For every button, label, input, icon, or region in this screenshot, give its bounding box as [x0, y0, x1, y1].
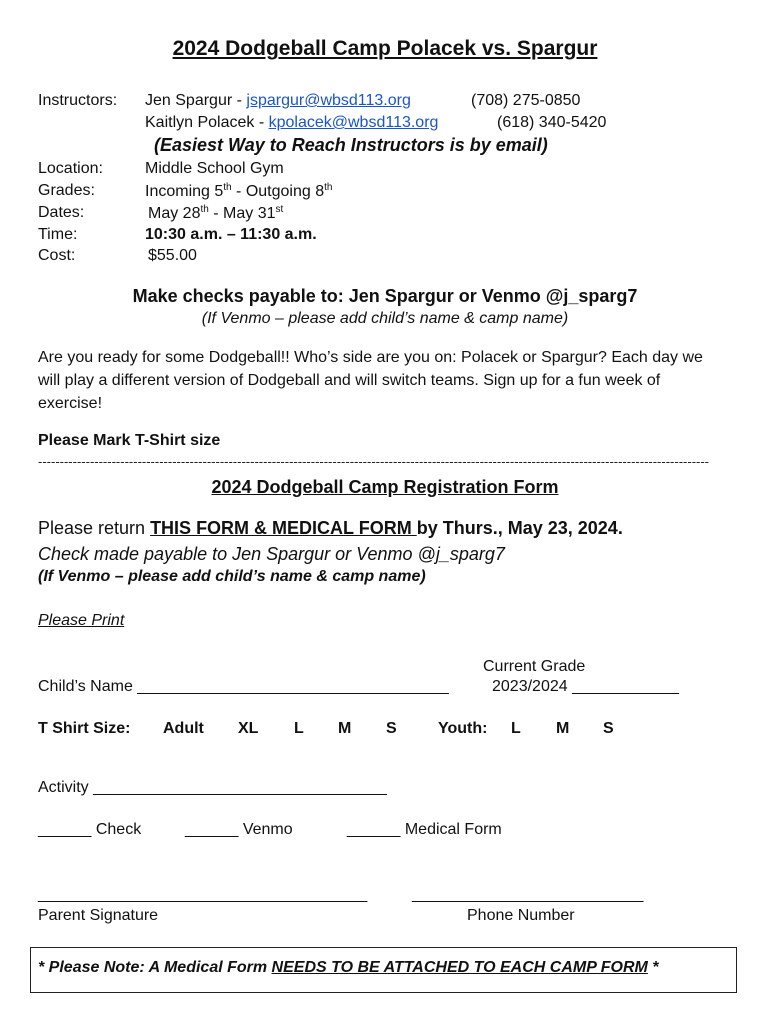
instructor-row: Jen Spargur - jspargur@wbsd113.org — [145, 92, 411, 109]
cost-value: $55.00 — [148, 247, 197, 264]
instructors-label: Instructors: — [38, 92, 118, 109]
tshirt-size-label: T Shirt Size: — [38, 720, 131, 737]
cost-label: Cost: — [38, 247, 76, 264]
payment-heading: Make checks payable to: Jen Spargur or Venmo @j_sparg7 — [132, 286, 638, 306]
check-payable-line: Check made payable to Jen Spargur or Venmo @j_sparg7 — [38, 544, 505, 564]
size-option-youth-l[interactable]: L — [511, 720, 521, 737]
instructor-name: Jen Spargur — [145, 92, 233, 109]
instructor-phone: (708) 275-0850 — [471, 92, 581, 109]
phone-line[interactable]: __________________________ — [412, 886, 644, 903]
venmo-field[interactable]: ______ Venmo — [185, 821, 293, 838]
venmo-note: (If Venmo – please add child’s name & camp name) — [201, 310, 569, 327]
return-instructions: Please return THIS FORM & MEDICAL FORM by Thurs., May 23, 2024. — [38, 518, 623, 538]
check-field[interactable]: ______ Check — [38, 821, 142, 838]
instructor-email-link[interactable]: kpolacek@wbsd113.org — [268, 114, 439, 131]
location-label: Location: — [38, 160, 103, 177]
form-title: 2024 Dodgeball Camp Registration Form — [211, 477, 559, 497]
signature-line[interactable]: _____________________________________ — [38, 886, 368, 903]
contact-note: (Easiest Way to Reach Instructors is by email) — [154, 135, 548, 155]
instructor-email-link[interactable]: jspargur@wbsd113.org — [246, 92, 411, 109]
instructor-row: Kaitlyn Polacek - kpolacek@wbsd113.org — [145, 114, 439, 131]
size-option-adult-m[interactable]: M — [338, 720, 352, 737]
dates-label: Dates: — [38, 204, 85, 221]
intro-paragraph: Are you ready for some Dodgeball!! Who’s side are you on: Polacek or Spargur? Each day we will play a different version of Dodgeball and will switch teams. Sign up for a fun week of exercise! — [38, 349, 703, 412]
size-option-youth-m[interactable]: M — [556, 720, 570, 737]
grade-field[interactable]: 2023/2024 ____________ — [492, 678, 679, 695]
activity-field[interactable]: Activity _________________________________ — [38, 779, 387, 796]
time-value: 10:30 a.m. – 11:30 a.m. — [145, 226, 317, 243]
grades-value: Incoming 5th - Outgoing 8th — [145, 182, 333, 200]
tshirt-prompt: Please Mark T-Shirt size — [38, 432, 221, 449]
parent-signature-label: Parent Signature — [38, 907, 159, 924]
instructor-phone: (618) 340-5420 — [497, 114, 607, 131]
size-option-adult-s[interactable]: S — [386, 720, 397, 737]
grades-label: Grades: — [38, 182, 95, 199]
phone-number-label: Phone Number — [467, 907, 575, 924]
size-option-youth-s[interactable]: S — [603, 720, 614, 737]
child-name-field[interactable]: Child’s Name ___________________________________ — [38, 678, 449, 695]
instructor-name: Kaitlyn Polacek — [145, 114, 255, 131]
page-title: 2024 Dodgeball Camp Polacek vs. Spargur — [172, 37, 598, 60]
medical-note: * Please Note: A Medical Form NEEDS TO BE ATTACHED TO EACH CAMP FORM * — [38, 959, 659, 976]
time-label: Time: — [38, 226, 78, 243]
size-youth-label: Youth: — [438, 720, 488, 737]
divider: ----------------------------------------------------------------------------------------------------------------------------------------------------------- — [38, 454, 710, 469]
please-print: Please Print — [38, 612, 125, 629]
size-option-adult-l[interactable]: L — [294, 720, 304, 737]
size-option-adult-xl[interactable]: XL — [238, 720, 259, 737]
location-value: Middle School Gym — [145, 160, 284, 177]
size-adult-label: Adult — [163, 720, 204, 737]
current-grade-label: Current Grade — [483, 658, 586, 675]
medical-form-field[interactable]: ______ Medical Form — [347, 821, 502, 838]
form-venmo-note: (If Venmo – please add child’s name & camp name) — [38, 568, 426, 585]
dates-value: May 28th - May 31st — [148, 204, 284, 222]
